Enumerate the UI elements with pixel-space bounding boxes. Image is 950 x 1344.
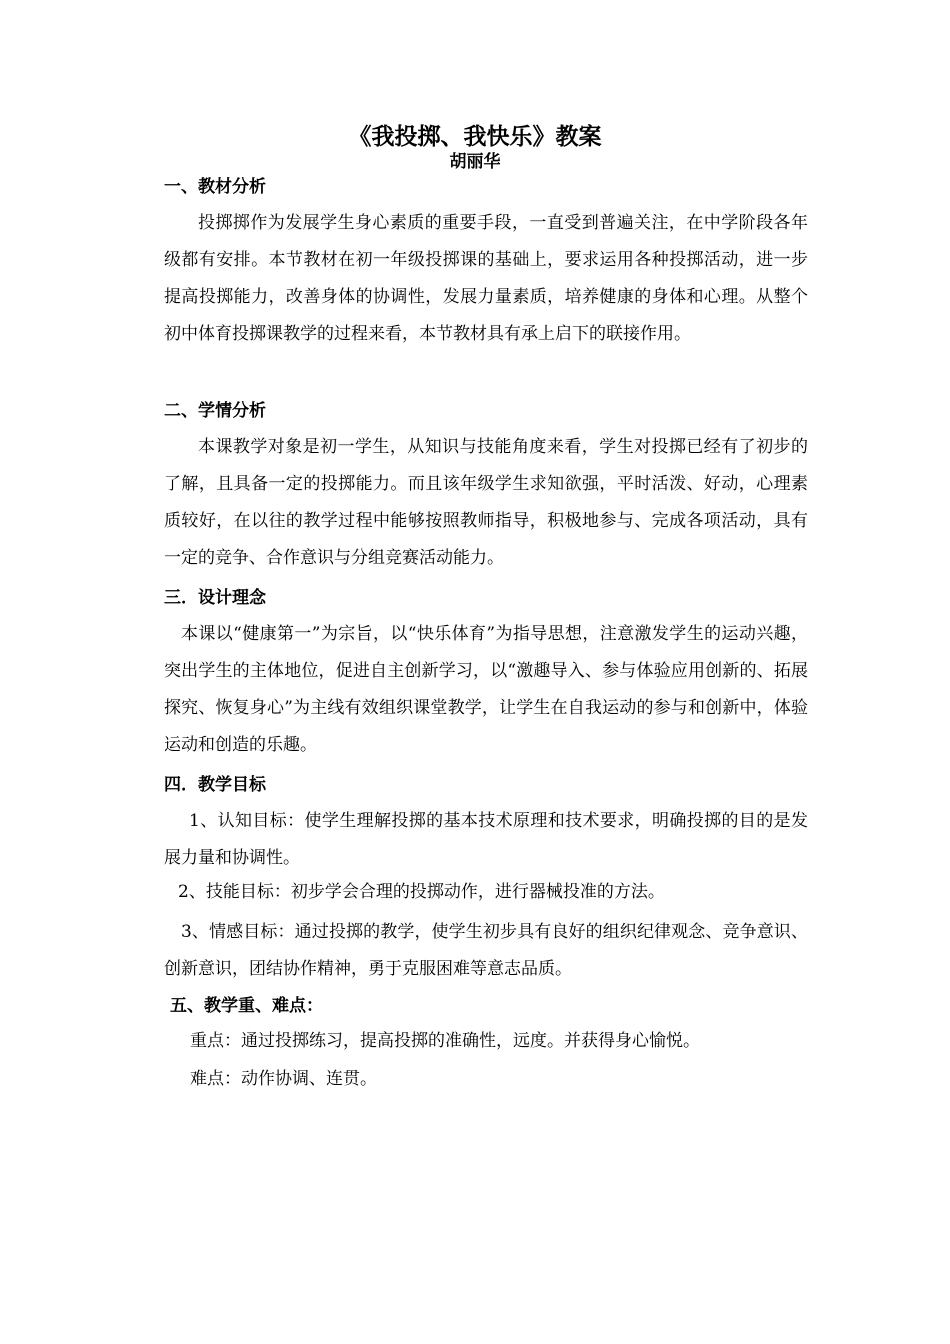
section-heading-key-difficult-points: 五、教学重、难点：	[170, 996, 323, 1016]
goal-skill: 2、技能目标：初步学会合理的投掷动作，进行器械投准的方法。	[178, 882, 665, 902]
difficulty-point: 难点：动作协调、连贯。	[190, 1069, 377, 1089]
section-heading-textbook-analysis: 一、教材分析	[164, 177, 266, 197]
document-title: 《我投掷、我快乐》教案	[348, 124, 602, 150]
goal-emotional: 3、情感目标：通过投掷的教学，使学生初步具有良好的组织纪律观念、竞争意识、创新意识，团结协作精神，勇于克服困难等意志品质。	[164, 922, 808, 979]
goal-cognitive: 1、认知目标：使学生理解投掷的基本技术原理和技术要求，明确投掷的目的是发展力量和协调性。	[164, 811, 808, 868]
paragraph-design-concept: 本课以“健康第一”为宗旨，以“快乐体育”为指导思想，注意激发学生的运动兴趣，突出学生的主体地位，促进自主创新学习，以“激趣导入、参与体验应用创新的、拓展探究、恢复身心”为主线有效组织课堂教学，让学生在自我运动的参与和创新中，体验运动和创造的乐趣。	[164, 624, 808, 755]
key-point: 重点：通过投掷练习，提高投掷的准确性，远度。并获得身心愉悦。	[190, 1031, 700, 1051]
paragraph-student-analysis: 本课教学对象是初一学生，从知识与技能角度来看，学生对投掷已经有了初步的了解，且具备一定的投掷能力。而且该年级学生求知欲强，平时活泼、好动，心理素质较好，在以往的教学过程中能够按照教师指导，积极地参与、完成各项活动，具有一定的竞争、合作意识与分组竞赛活动能力。	[164, 437, 808, 568]
document-author: 胡丽华	[449, 152, 501, 172]
section-heading-student-analysis: 二、学情分析	[164, 401, 266, 421]
section-heading-design-concept: 三．设计理念	[164, 588, 266, 608]
section-heading-teaching-goals: 四．教学目标	[164, 775, 266, 795]
paragraph-textbook-analysis: 投掷掷作为发展学生身心素质的重要手段，一直受到普遍关注，在中学阶段各年级都有安排。本节教材在初一年级投掷课的基础上，要求运用各种投掷活动，进一步提高投掷能力，改善身体的协调性，发展力量素质，培养健康的身体和心理。从整个初中体育投掷课教学的过程来看，本节教材具有承上启下的联接作用。	[164, 213, 808, 344]
